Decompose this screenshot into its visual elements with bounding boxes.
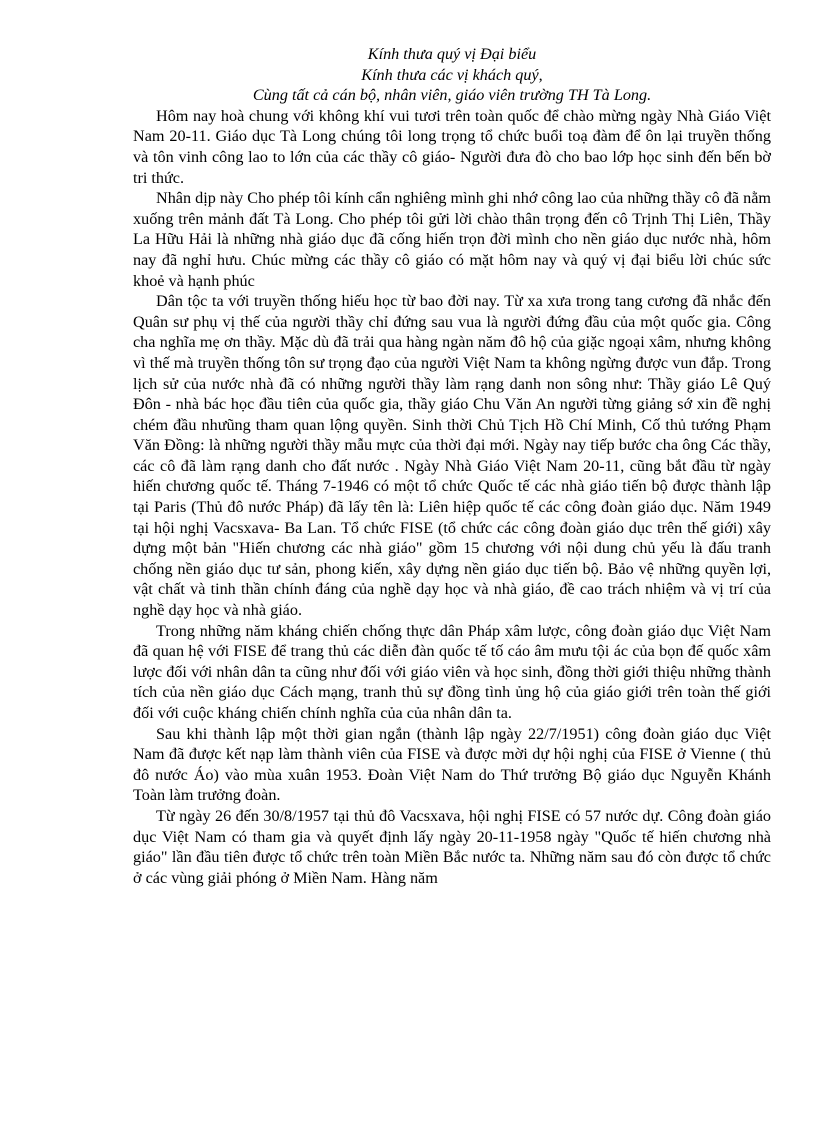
document-page bbox=[133, 44, 771, 888]
salutation-guests: Kính thưa các vị khách quý, bbox=[361, 65, 543, 84]
paragraph-tradition-history: Dân tộc ta với truyền thống hiếu học từ bao đời nay. Từ xa xưa trong tang cương đã nhắc đến Quân sư phụ vị thế của người thầy chỉ đứng sau vua là người đứng đầu của một quốc gia. Công cha nghĩa mẹ ơn thầy. Mặc dù đã trải qua hàng ngàn năm đô hộ của giặc ngoại xâm, nhưng không vì thế mà truyền thống tôn sư trọng đạo của người Việt Nam ta không ngừng được vun đắp. Trong lịch sử của nước nhà đã có những người thầy làm rạng danh non sông như: Thầy giáo Lê Quý Đôn - nhà bác học đầu tiên của quốc gia, thầy giáo Chu Văn An người từng giảng sớ xin đề nghị chém đầu nhưũng tham quan lộng quyền. Sinh thời Chủ Tịch Hồ Chí Minh, Cố thủ tướng Phạm Văn Đồng: là những người thầy mẫu mực của thời đại mới. Ngày nay tiếp bước cha ông Các thầy, các cô đã làm rạng danh cho đất nước . Ngày Nhà Giáo Việt Nam 20-11, cũng bắt đầu từ ngày hiến chương quốc tế. Tháng 7-1946 có một tổ chức Quốc tế các nhà giáo tiến bộ được thành lập tại Paris (Thủ đô nước Pháp) đã lấy tên là: Liên hiệp quốc tế các công đoàn giáo dục. Năm 1949 tại hội nghị Vacsxava- Ba Lan. Tổ chức FISE (tổ chức các công đoàn giáo dục trên thế giới) xây dựng một bản "Hiến chương các nhà giáo" gồm 15 chương với nội dung chủ yếu là đấu tranh chống nền giáo dục tư sản, phong kiến, xây dựng nền giáo dục tiến bộ. Bảo vệ những quyền lợi, vật chất và tinh thần chính đáng của nghề dạy học và nhà giáo, đề cao trách nhiệm và vị trí của nghề dạy học và nhà giáo. bbox=[133, 292, 771, 620]
salutation-staff: Cùng tất cả cán bộ, nhân viên, giáo viên trường TH Tà Long. bbox=[252, 86, 652, 105]
paragraph-tribute: Nhân dịp này Cho phép tôi kính cẩn nghiêng mình ghi nhớ công lao của những thầy cô đã nằm xuống trên mảnh đất Tà Long. Cho phép tôi gửi lời chào thân trọng đến cô Trịnh Thị Liên, Thầy La Hữu Hải là những nhà giáo dục đã cống hiến trọn đời mình cho nền giáo dục nước nhà, hôm nay đã nghỉ hưu. Chúc mừng các thầy cô giáo có mặt hôm nay và quý vị đại biểu lời chúc sức khoẻ và hạnh phúc bbox=[133, 189, 771, 290]
salutation-delegates: Kính thưa quý vị Đại biểu bbox=[367, 45, 537, 63]
paragraph-fise-conference: Từ ngày 26 đến 30/8/1957 tại thủ đô Vacsxava, hội nghị FISE có 57 nước dự. Công đoàn giáo dục Việt Nam có tham gia và quyết định lấy ngày 20-11-1958 ngày "Quốc tế hiến chương nhà giáo" lần đầu tiên được tổ chức trên toàn Miền Bắc nước ta. Những năm sau đó còn được tổ chức ở các vùng giải phóng ở Miền Nam. Hàng năm bbox=[133, 806, 771, 887]
paragraph-resistance-era: Trong những năm kháng chiến chống thực dân Pháp xâm lược, công đoàn giáo dục Việt Nam đã quan hệ với FISE để trang thủ các diễn đàn quốc tế tố cáo âm mưu tội ác của bọn đế quốc xâm lược đối với nhân dân ta cũng như đối với giáo viên và học sinh, đồng thời giới thiệu những thành tích của nền giáo dục Cách mạng, tranh thủ sự đồng tình ủng hộ của giáo giới trên toàn thế giới đối với cuộc kháng chiến chính nghĩa của của nhân dân ta. bbox=[133, 621, 771, 722]
paragraph-opening: Hôm nay hoà chung với không khí vui tươi trên toàn quốc để chào mừng ngày Nhà Giáo Việt Nam 20-11. Giáo dục Tà Long chúng tôi long trọng tổ chức buổi toạ đàm để ôn lại truyền thống và tôn vinh công lao to lớn của các thầy cô giáo- Người đưa đò cho bao lớp học sinh đến bến bờ tri thức. bbox=[133, 106, 771, 187]
paragraph-fise-membership: Sau khi thành lập một thời gian ngắn (thành lập ngày 22/7/1951) công đoàn giáo dục Việt Nam đã được kết nạp làm thành viên của FISE và được mời dự hội nghị của FISE ở Vienne ( thủ đô nước Áo) vào mùa xuân 1953. Đoàn Việt Nam do Thứ trưởng Bộ giáo dục Nguyễn Khánh Toàn làm trưởng đoàn. bbox=[133, 724, 771, 805]
